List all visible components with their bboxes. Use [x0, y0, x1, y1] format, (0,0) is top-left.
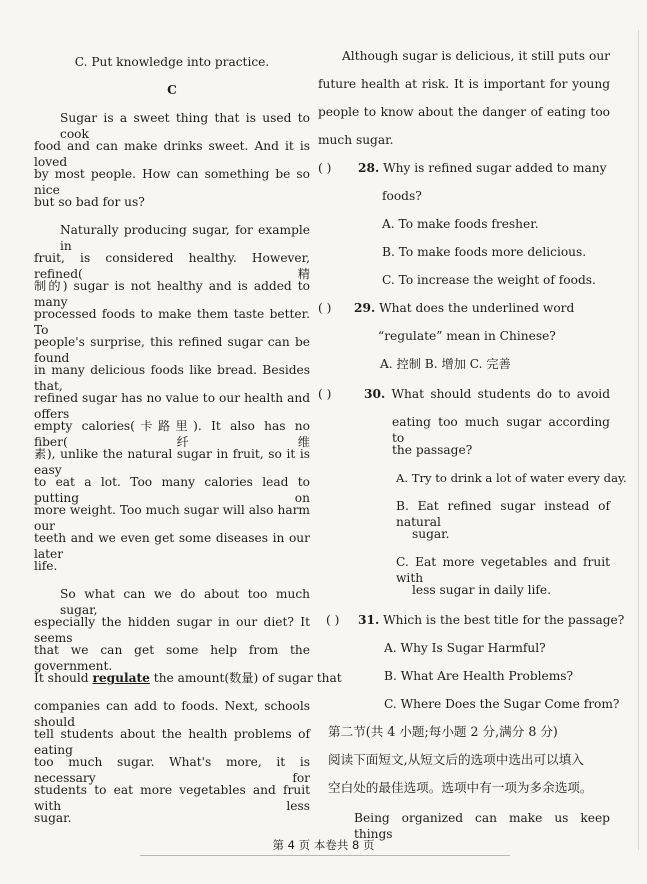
- passage-line: companies can add to foods. Next, schools should: [34, 699, 310, 729]
- passage-line: sugar.: [34, 811, 72, 825]
- question-text-cont: the passage?: [392, 443, 473, 457]
- question-number: 31.: [358, 613, 380, 627]
- passage-line: 制的) sugar is not healthy and is added to many: [34, 279, 310, 309]
- section-2-instructions: 阅读下面短文,从短文后的选项中选出可以填入: [328, 752, 584, 767]
- footer-rule: [140, 855, 510, 856]
- passage-line: Naturally producing sugar, for example in: [60, 223, 310, 253]
- page-footer: 第 4 页 本卷共 8 页: [272, 838, 375, 852]
- section-2-instructions: 空白处的最佳选项。选项中有一项为多余选项。: [328, 780, 593, 795]
- passage-line: students to eat more vegetables and fruit with less: [34, 783, 310, 813]
- underlined-word-regulate: regulate: [92, 671, 150, 685]
- question-number: 28.: [358, 161, 380, 175]
- passage-line: by most people. How can something be so nice: [34, 167, 310, 197]
- question-number: 29.: [354, 301, 376, 315]
- question-text: What does the underlined word: [375, 301, 575, 315]
- options-row: A. 控制 B. 增加 C. 完善: [380, 357, 511, 371]
- passage-line: teeth and we even get some diseases in our later: [34, 531, 310, 561]
- question-text-cont: eating too much sugar according to: [392, 415, 610, 445]
- question-text: Which is the best title for the passage?: [379, 613, 625, 627]
- answer-blank: ( ): [318, 301, 332, 315]
- passage-line: Although sugar is delicious, it still puts our: [342, 49, 610, 63]
- passage-line: people's surprise, this refined sugar can be found: [34, 335, 310, 365]
- option-a: A. Try to drink a lot of water every day.: [396, 471, 627, 485]
- passage-line: tell students about the health problems of eating: [34, 727, 310, 757]
- option-c: C. Where Does the Sugar Come from?: [384, 697, 620, 711]
- passage-line: Sugar is a sweet thing that is used to cook: [60, 111, 310, 141]
- passage-line: refined sugar has no value to our health and offers: [34, 391, 310, 421]
- passage-line: but so bad for us?: [34, 195, 145, 209]
- passage-line: to eat a lot. Too many calories lead to putting on: [34, 475, 310, 505]
- question-number: 30.: [364, 387, 386, 401]
- question-text-cont: foods?: [382, 189, 422, 203]
- passage-line: future health at risk. It is important for young: [318, 77, 610, 91]
- passage-line: empty calories(卡路里). It also has no fiber(纤维: [34, 419, 310, 449]
- option-b-cont: sugar.: [412, 527, 450, 541]
- option-c: C. Eat more vegetables and fruit with: [396, 555, 610, 585]
- passage-line: in many delicious foods like bread. Besides that,: [34, 363, 310, 393]
- option-b: B. To make foods more delicious.: [382, 245, 587, 259]
- option-b: B. What Are Health Problems?: [384, 669, 574, 683]
- passage-line: So what can we do about too much sugar,: [60, 587, 310, 617]
- passage-letter: C: [167, 83, 177, 97]
- answer-blank: ( ): [326, 613, 340, 627]
- prev-question-option-c: C. Put knowledge into practice.: [74, 55, 270, 69]
- page-edge: [638, 30, 639, 850]
- passage-line-with-underlined-word: [34, 670, 342, 686]
- question-text: Why is refined sugar added to many: [379, 161, 607, 175]
- option-c-cont: less sugar in daily life.: [412, 583, 552, 597]
- passage-line: that we can get some help from the government.: [34, 643, 310, 673]
- option-a: A. Why Is Sugar Harmful?: [384, 641, 546, 655]
- passage-line: processed foods to make them taste better. To: [34, 307, 310, 337]
- passage-line: especially the hidden sugar in our diet? It seems: [34, 615, 310, 645]
- option-a: A. To make foods fresher.: [382, 217, 539, 231]
- passage-line: Being organized can make us keep things: [354, 811, 610, 841]
- option-c: C. To increase the weight of foods.: [382, 273, 596, 287]
- answer-blank: ( ): [318, 161, 332, 175]
- passage-line: food and can make drinks sweet. And it is loved: [34, 139, 310, 169]
- question-text: What should students do to avoid: [385, 387, 610, 401]
- text-after: the amount(数量) of sugar that: [149, 671, 342, 685]
- answer-blank: ( ): [318, 387, 332, 401]
- text-before: It should: [34, 671, 93, 685]
- passage-line: people to know about the danger of eating too: [318, 105, 610, 119]
- option-b: B. Eat refined sugar instead of natural: [396, 499, 610, 529]
- section-2-header: 第二节(共 4 小题;每小题 2 分,满分 8 分): [328, 724, 558, 739]
- passage-line: more weight. Too much sugar will also harm our: [34, 503, 310, 533]
- passage-line: much sugar.: [318, 133, 394, 147]
- passage-line: life.: [34, 559, 58, 573]
- passage-line: fruit, is considered healthy. However, refined(精: [34, 251, 310, 281]
- passage-line: too much sugar. What's more, it is necessary for: [34, 755, 310, 785]
- question-text-cont: “regulate” mean in Chinese?: [378, 329, 556, 343]
- passage-line: 素), unlike the natural sugar in fruit, so it is easy: [34, 447, 310, 477]
